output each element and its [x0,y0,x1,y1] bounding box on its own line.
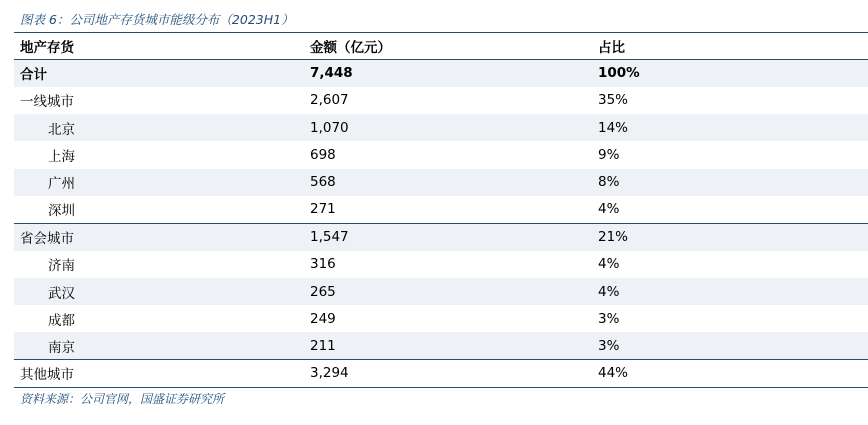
row-share: 3% [598,310,620,327]
row-amount: 271 [310,201,336,218]
row-name: 济南 [48,258,75,275]
row-amount: 316 [310,256,336,273]
table-row [14,87,868,114]
row-share: 8% [592,169,868,196]
inventory-table [14,32,868,388]
table-row [14,360,868,387]
row-amount: 2,607 [310,92,349,109]
row-amount: 265 [304,278,592,305]
row-share: 4% [598,201,620,218]
row-amount: 3,294 [310,365,349,382]
row-name: 广州 [14,169,304,196]
table-row [14,169,868,196]
row-share: 100% [592,60,868,87]
row-share: 44% [598,365,629,382]
row-name: 北京 [14,114,304,141]
row-share: 4% [598,256,620,273]
column-header-amount: 金额（亿元） [310,40,391,56]
table-row-total [14,60,868,87]
row-name: 一线城市 [20,94,74,111]
row-name: 深圳 [48,203,75,220]
row-share: 21% [592,223,868,250]
table-row [14,305,868,332]
table-row [14,114,868,141]
row-amount: 1,070 [304,114,592,141]
row-name: 省会城市 [14,223,304,250]
table-header-row [14,33,868,60]
table-row [14,332,868,359]
table-row [14,196,868,223]
row-name: 成都 [48,312,75,329]
row-share: 4% [592,278,868,305]
column-header-name: 地产存货 [20,40,74,56]
table-row [14,223,868,250]
table-row [14,141,868,168]
row-share: 9% [598,147,620,164]
row-name: 武汉 [14,278,304,305]
row-name: 其他城市 [20,367,74,384]
source-note: 资料来源：公司官网，国盛证券研究所 [20,392,225,406]
row-amount: 249 [310,310,336,327]
row-amount: 7,448 [304,60,592,87]
row-amount: 1,547 [304,223,592,250]
row-name: 南京 [14,332,304,359]
row-amount: 211 [304,332,592,359]
row-share: 3% [592,332,868,359]
column-header-share: 占比 [598,40,625,56]
figure-caption: 图表 6：公司地产存货城市能级分布（2023H1） [20,12,294,27]
row-amount: 568 [304,169,592,196]
table-row [14,251,868,278]
row-share: 35% [598,92,629,109]
row-amount: 698 [310,147,336,164]
table-row [14,278,868,305]
row-name: 上海 [48,149,75,166]
row-share: 14% [592,114,868,141]
row-name: 合计 [14,60,304,87]
